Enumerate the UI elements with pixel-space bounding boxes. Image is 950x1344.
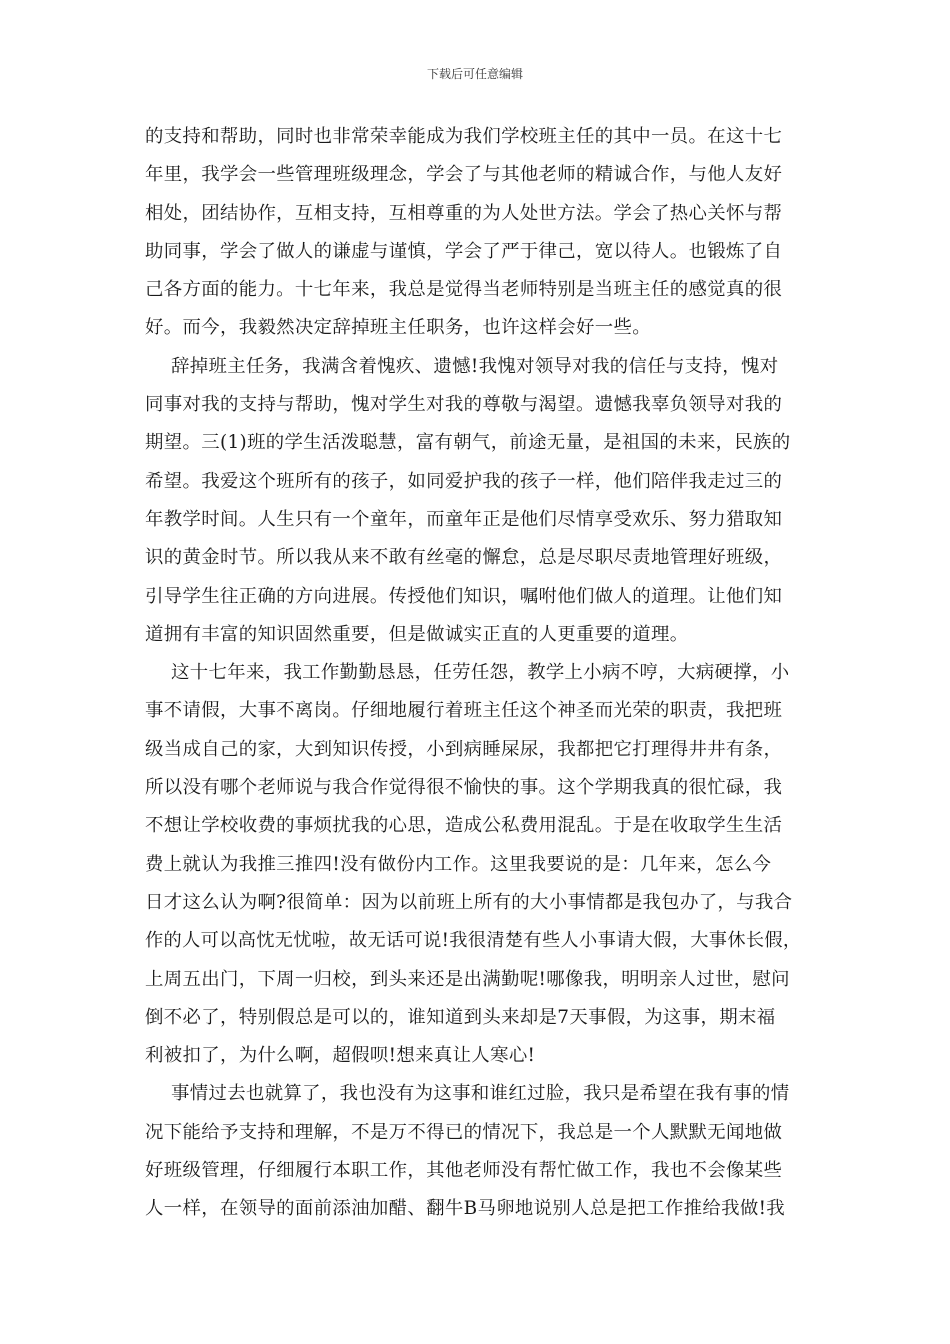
text-line: 识的黄金时节。所以我从来不敢有丝毫的懈怠，总是尽职尽责地管理好班级， [145, 547, 783, 569]
body-text [145, 118, 807, 1229]
text-line: 年教学时间。人生只有一个童年，而童年正是他们尽情享受欢乐、努力猎取知 [145, 508, 783, 530]
text-line: 上周五出门，下周一归校，到头来还是出满勤呢!哪像我，明明亲人过世，慰问 [145, 968, 790, 990]
text-line: 所以没有哪个老师说与我合作觉得很不愉快的事。这个学期我真的很忙碌，我 [145, 777, 783, 799]
text-line: 好班级管理，仔细履行本职工作，其他老师没有帮忙做工作，我也不会像某些 [145, 1160, 783, 1182]
text-line: 人一样，在领导的面前添油加醋、翻牛B马卵地说别人总是把工作推给我做!我 [145, 1198, 786, 1220]
text-line: 级当成自己的家，大到知识传授，小到病睡屎尿，我都把它打理得井井有条， [145, 738, 783, 760]
text-line: 作的人可以高忱无忧啦，故无话可说!我很清楚有些人小事请大假，大事休长假， [145, 930, 802, 952]
text-line: 己各方面的能力。十七年来，我总是觉得当老师特别是当班主任的感觉真的很 [145, 279, 783, 301]
text-line: 期望。三(1)班的学生活泼聪慧，富有朝气，前途无量，是祖国的未来，民族的 [145, 432, 791, 454]
text-line: 好。而今，我毅然决定辞掉班主任职务，也许这样会好一些。 [145, 317, 651, 339]
text-line: 同事对我的支持与帮助，愧对学生对我的尊敬与渴望。遗憾我辜负领导对我的 [145, 394, 783, 416]
text-line: 不想让学校收费的事烦扰我的心思，造成公私费用混乱。于是在收取学生生活 [145, 815, 783, 837]
paragraph-first-line: 事情过去也就算了，我也没有为这事和谁红过脸，我只是希望在我有事的情 [171, 1083, 790, 1105]
text-line: 引导学生往正确的方向进展。传授他们知识，嘱咐他们做人的道理。让他们知 [145, 585, 783, 607]
page-header: 下载后可任意编辑 [426, 67, 523, 81]
text-line: 年里，我学会一些管理班级理念，学会了与其他老师的精诚合作，与他人友好 [145, 164, 783, 186]
text-line: 道拥有丰富的知识固然重要，但是做诚实正直的人更重要的道理。 [145, 623, 689, 645]
text-line: 助同事，学会了做人的谦虚与谨慎，学会了严于律己，宽以待人。也锻炼了自 [145, 240, 783, 262]
text-line: 费上就认为我推三推四!没有做份内工作。这里我要说的是：几年来，怎么今 [145, 853, 772, 875]
text-line: 况下能给予支持和理解，不是万不得已的情况下，我总是一个人默默无闻地做 [145, 1121, 783, 1143]
text-line: 倒不必了，特别假总是可以的，谁知道到头来却是7天事假，为这事，期末福 [145, 1006, 776, 1028]
paragraph-first-line: 辞掉班主任务，我满含着愧疚、遗憾!我愧对领导对我的信任与支持，愧对 [171, 355, 779, 377]
text-line: 事不请假，大事不离岗。仔细地履行着班主任这个神圣而光荣的职责，我把班 [145, 700, 783, 722]
text-line: 利被扣了，为什么啊，超假呗!想来真让人寒心! [145, 1045, 536, 1067]
text-line: 相处，团结协作，互相支持，互相尊重的为人处世方法。学会了热心关怀与帮 [145, 202, 783, 224]
text-line: 希望。我爱这个班所有的孩子，如同爱护我的孩子一样，他们陪伴我走过三的 [145, 470, 783, 492]
paragraph-first-line: 这十七年来，我工作勤勤恳恳，任劳任怨，教学上小病不哼，大病硬撑，小 [171, 662, 790, 684]
text-line: 的支持和帮助，同时也非常荣幸能成为我们学校班主任的其中一员。在这十七 [145, 126, 783, 147]
text-line: 日才这么认为啊?很简单：因为以前班上所有的大小事情都是我包办了，与我合 [145, 891, 793, 913]
